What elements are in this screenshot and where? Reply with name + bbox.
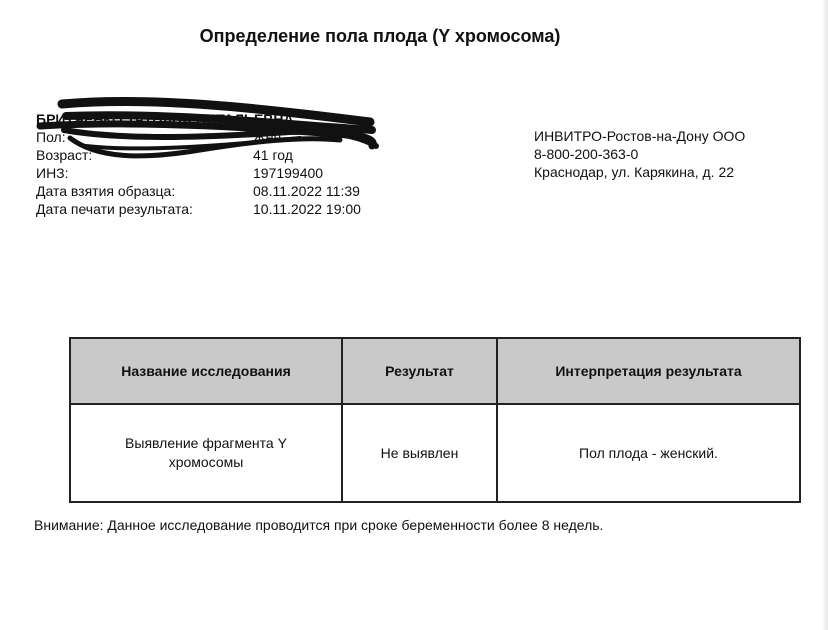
cell-result: Не выявлен (342, 404, 497, 502)
table-header-row (70, 338, 800, 404)
lab-name: ИНВИТРО-Ростов-на-Дону ООО (534, 128, 746, 144)
patient-field-inz (36, 164, 361, 182)
patient-field-sample-date (36, 182, 361, 200)
warning-note: Внимание: Данное исследование проводится при сроке беременности более 8 недель. (34, 517, 604, 533)
results-table (69, 337, 801, 503)
lab-phone: 8-800-200-363-0 (534, 146, 639, 162)
patient-field-age (36, 146, 361, 164)
field-value: 10.11.2022 19:00 (253, 201, 361, 217)
document-title: Определение пола плода (Y хромосома) (199, 26, 561, 46)
lab-info (534, 127, 745, 181)
field-label: ИНЗ: (36, 165, 69, 181)
study-name-text: Выявление фрагмента Y хромосомы (125, 435, 287, 470)
patient-info (36, 110, 361, 218)
field-value: Жен (253, 129, 282, 145)
header-result: Результат (342, 338, 497, 404)
field-value: 41 год (253, 147, 293, 163)
field-value: 08.11.2022 11:39 (253, 183, 360, 199)
field-label: Пол: (36, 129, 66, 145)
field-label: Дата взятия образца: (36, 183, 176, 199)
cell-interpretation: Пол плода - женский. (497, 404, 800, 502)
table-row (70, 404, 800, 502)
lab-address: Краснодар, ул. Карякина, д. 22 (534, 164, 735, 180)
field-value: 197199400 (253, 165, 324, 181)
cell-study-name (70, 404, 342, 502)
field-label: Дата печати результата: (36, 201, 193, 217)
header-study-name: Название исследования (70, 338, 342, 404)
patient-field-print-date (36, 200, 361, 218)
patient-name: БРИТЧЕНКО ТАТЬЯНА ВИТАЛЬЕВНА (36, 111, 294, 127)
field-label: Возраст: (36, 147, 93, 163)
header-interpretation: Интерпретация результата (497, 338, 800, 404)
page-edge-shadow (822, 0, 828, 630)
patient-field-sex (36, 128, 361, 146)
